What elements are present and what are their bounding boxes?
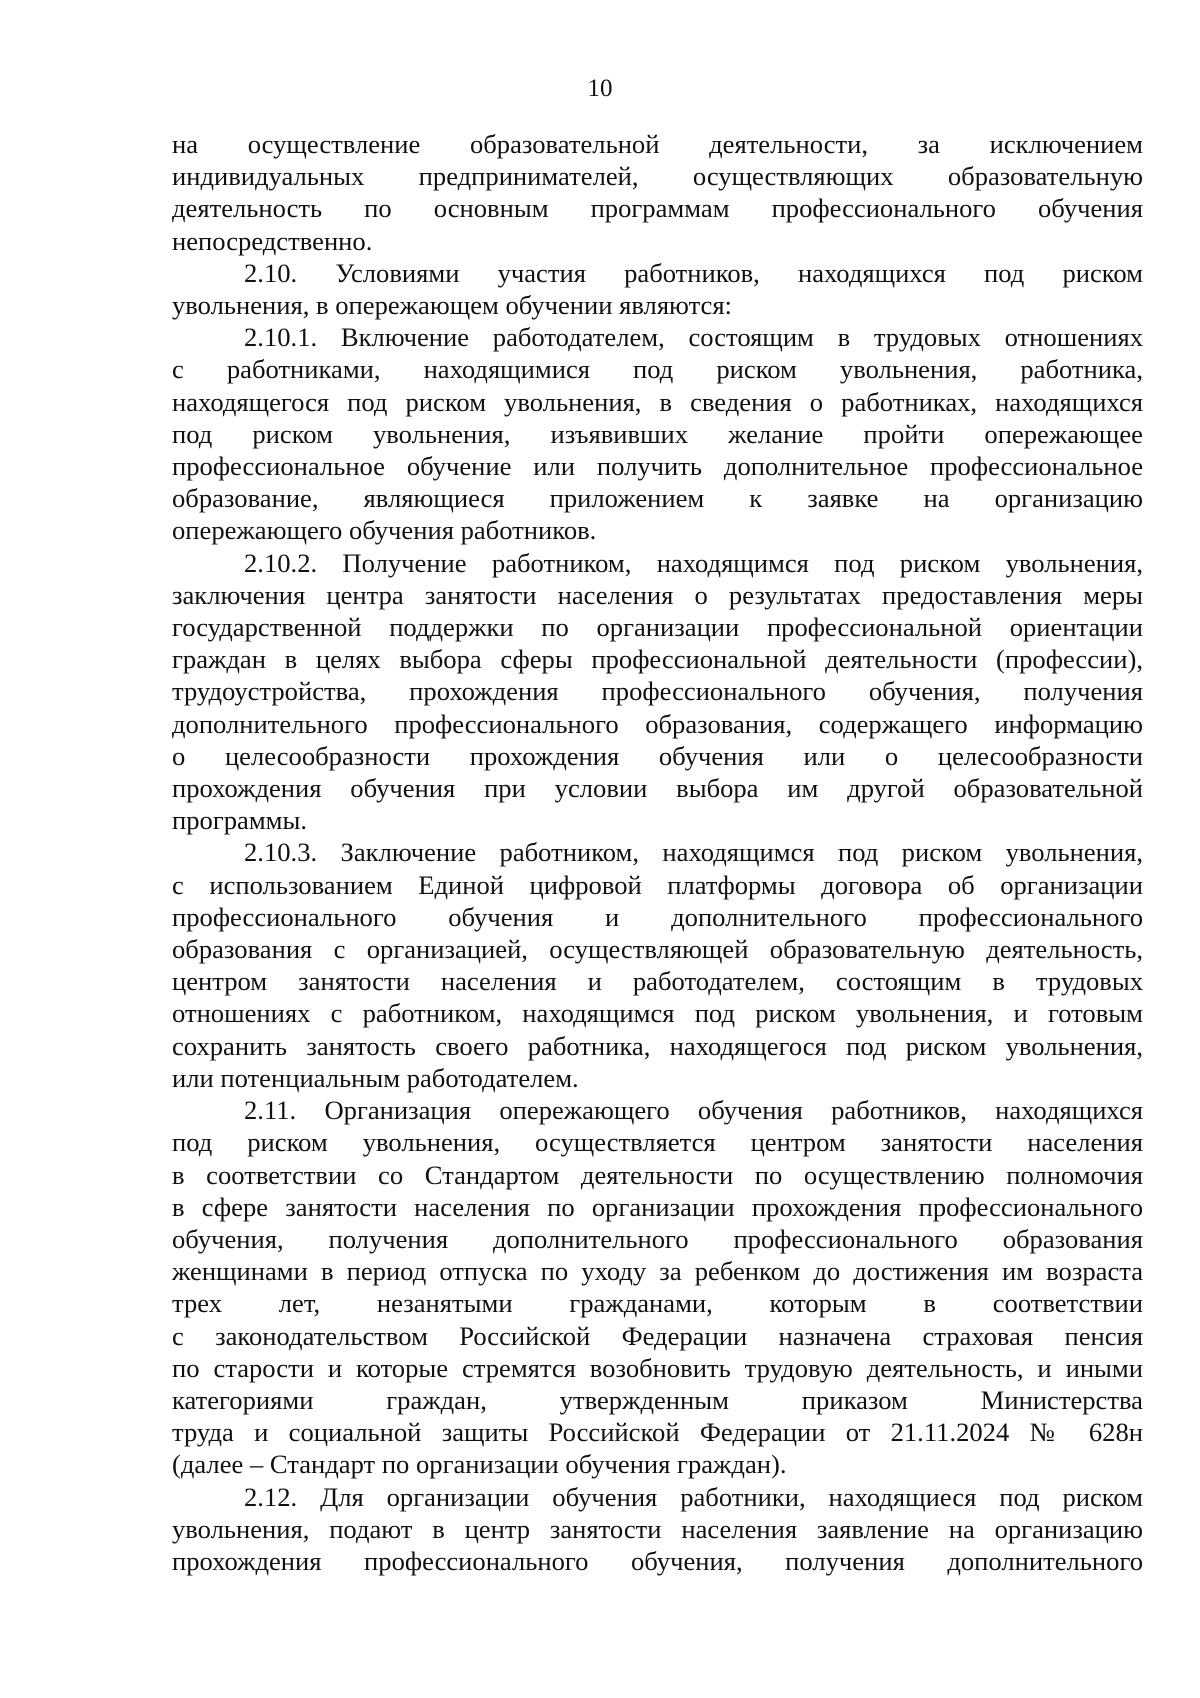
text-line: трех лет, незанятыми гражданами, которым в соответствии xyxy=(172,1288,1143,1319)
text-line: с законодательством Российской Федерации назначена страховая пенсия xyxy=(172,1320,1143,1351)
text-line: под риском увольнения, изъявивших желание пройти опережающее xyxy=(172,418,1143,449)
text-line: под риском увольнения, осуществляется центром занятости населения xyxy=(172,1127,1143,1158)
text-line: 2.11. Организация опережающего обучения работников, находящихся xyxy=(244,1095,1143,1126)
text-line: граждан в целях выбора сферы профессиональной деятельности (профессии), xyxy=(172,644,1143,675)
text-line: деятельность по основным программам профессионального обучения xyxy=(172,193,1143,224)
text-line: категориями граждан, утвержденным приказом Министерства xyxy=(172,1384,1143,1415)
text-line: 2.10.2. Получение работником, находящимся под риском увольнения, xyxy=(244,547,1143,578)
text-line: с работниками, находящимися под риском увольнения, работника, xyxy=(172,354,1143,385)
text-line: заключения центра занятости населения о результатах предоставления меры xyxy=(172,579,1143,610)
text-line: профессиональное обучение или получить дополнительное профессиональное xyxy=(172,451,1143,482)
text-line: прохождения профессионального обучения, получения дополнительного xyxy=(172,1545,1143,1576)
text-line: опережающего обучения работников. xyxy=(172,515,597,546)
text-line: 2.10.1. Включение работодателем, состоящим в трудовых отношениях xyxy=(244,322,1143,353)
text-line: дополнительного профессионального образования, содержащего информацию xyxy=(172,708,1143,739)
text-line: программы. xyxy=(172,805,308,836)
text-line: сохранить занятость своего работника, находящегося под риском увольнения, xyxy=(172,1030,1143,1061)
text-line: увольнения, в опережающем обучении являются: xyxy=(172,290,732,321)
page-number: 10 xyxy=(587,75,613,102)
text-line: отношениях с работником, находящимся под риском увольнения, и готовым xyxy=(172,998,1143,1029)
text-line: увольнения, подают в центр занятости населения заявление на организацию xyxy=(172,1513,1143,1544)
text-line: о целесообразности прохождения обучения или о целесообразности xyxy=(172,740,1143,771)
text-line: центром занятости населения и работодателем, состоящим в трудовых xyxy=(172,966,1143,997)
text-line: прохождения обучения при условии выбора им другой образовательной xyxy=(172,773,1143,804)
text-line: в сфере занятости населения по организации прохождения профессионального xyxy=(172,1191,1143,1222)
text-line: с использованием Единой цифровой платформы договора об организации xyxy=(172,869,1143,900)
text-line: труда и социальной защиты Российской Федерации от 21.11.2024 № 628н xyxy=(172,1417,1143,1448)
text-line: образования с организацией, осуществляющей образовательную деятельность, xyxy=(172,934,1143,965)
text-line: образование, являющиеся приложением к заявке на организацию xyxy=(172,483,1143,514)
text-line: трудоустройства, прохождения профессионального обучения, получения xyxy=(172,676,1143,707)
text-line: непосредственно. xyxy=(172,225,373,256)
text-line: 2.12. Для организации обучения работники, находящиеся под риском xyxy=(244,1481,1143,1512)
text-line: индивидуальных предпринимателей, осуществляющих образовательную xyxy=(172,161,1143,192)
text-line: женщинами в период отпуска по уходу за ребенком до достижения им возраста xyxy=(172,1256,1143,1287)
text-line: находящегося под риском увольнения, в сведения о работниках, находящихся xyxy=(172,386,1143,417)
text-line: профессионального обучения и дополнительного профессионального xyxy=(172,901,1143,932)
text-line: по старости и которые стремятся возобновить трудовую деятельность, и иными xyxy=(172,1352,1143,1383)
text-line: или потенциальным работодателем. xyxy=(172,1062,579,1093)
text-line: 2.10. Условиями участия работников, находящихся под риском xyxy=(244,257,1143,288)
text-line: (далее – Стандарт по организации обучения граждан). xyxy=(172,1449,787,1480)
document-body xyxy=(172,128,1143,1577)
text-line: обучения, получения дополнительного профессионального образования xyxy=(172,1223,1143,1254)
text-line: в соответствии со Стандартом деятельности по осуществлению полномочия xyxy=(172,1159,1143,1190)
text-line: государственной поддержки по организации профессиональной ориентации xyxy=(172,612,1143,643)
text-line: 2.10.3. Заключение работником, находящимся под риском увольнения, xyxy=(244,837,1143,868)
text-line: на осуществление образовательной деятельности, за исключением xyxy=(172,129,1143,159)
